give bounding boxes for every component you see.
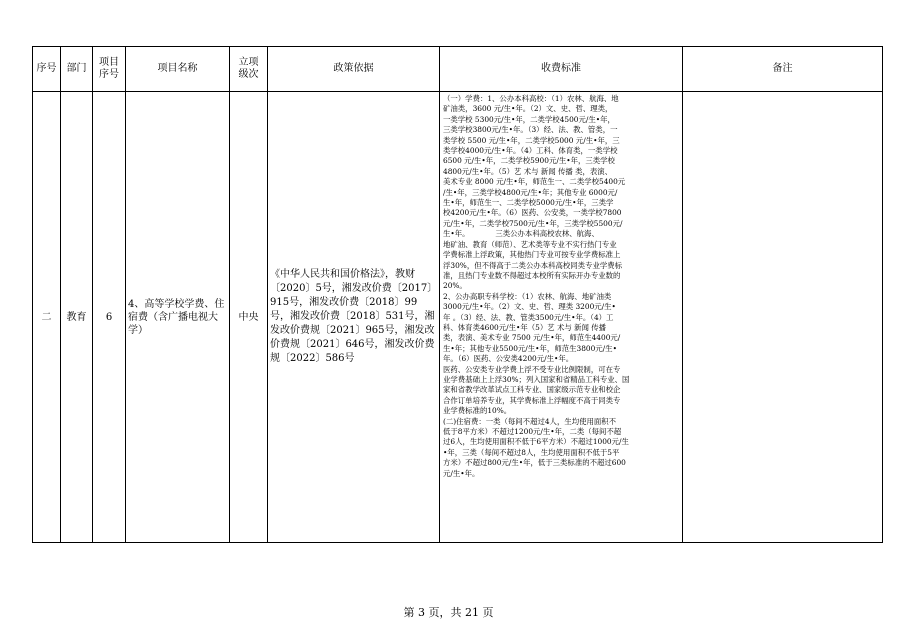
standard-line: 年。（6）医药、公安类4200元/生•年。: [443, 354, 574, 364]
header-remark: 备注: [683, 47, 883, 92]
standard-line: /生•年，三类学校4800元/生•年；其他专业 6000元/: [443, 187, 618, 197]
standard-line: 业学费基础上上浮30%；列入国家和省精品工科专业、国: [443, 374, 630, 384]
standard-line: 方米）不超过800元/生•年，低于三类标准的不超过600: [443, 458, 626, 468]
standard-line: 校4200元/生•年。（6）医药、公安类，一类学校7800: [443, 208, 622, 218]
standard-line: 生•年；其他专业5500元/生•年，师范生3800元/生•: [443, 343, 617, 353]
standard-line: 3000元/生•年。（2）文、史、哲、理类 3200元/生•: [443, 302, 616, 312]
header-level: 立项 级次: [230, 47, 268, 92]
standard-line: 矿油类，3600 元/生•年。（2）文、史、哲、理类，: [443, 104, 613, 114]
cell-remark: [683, 92, 883, 543]
cell-item-name: 4、高等学校学费、住宿费（含广播电视大学）: [126, 92, 230, 543]
standard-line: 过6人，生均使用面积不低于6平方米）不超过1000元/生: [443, 437, 629, 447]
standard-line: 低于8平方米）不超过1200元/生•年，二类（每间不超: [443, 427, 622, 436]
cell-department: 教育: [61, 92, 93, 543]
cell-item-index: 6: [93, 92, 126, 543]
cell-level: 中央: [230, 92, 268, 543]
standard-line: 2、公办高职专科学校：（1）农林、航海、地矿油类: [443, 291, 612, 301]
standard-line: 元/生•年，二类学校7500元/生•年，三类学校5500元/: [443, 218, 623, 228]
header-item-index: 项目 序号: [93, 47, 126, 92]
standard-line: 家和省教学改革试点工科专业、国家级示范专业和校企: [443, 385, 621, 395]
standard-line: 类，表演、美术专业 7500 元/生•年，师范生4400元/: [443, 333, 621, 343]
standard-line: 医药、公安类专业学费上浮不受专业比例限制，可在专: [443, 364, 621, 374]
standard-line: 类学校4000元/生•年。（4）工科、体育类，一类学校: [443, 146, 618, 156]
standard-line: 类学校 5500 元/生•年，二类学校5000 元/生•年，三: [443, 135, 620, 145]
header-row: [33, 47, 883, 92]
standard-line: 美术专业 8000 元/生•年，师范生一、二类学校5400元: [443, 177, 626, 187]
cell-policy: 《中华人民共和国价格法》，教财〔2020〕5号，湘发改价费〔2017〕915号，湘发改价费〔2018〕99号，湘发改价费〔2018〕531号，湘发改价费规〔2021〕965号，湘发改价费规〔2021〕646号，湘发改价费规〔2022〕586号: [268, 92, 440, 543]
standard-line: 科、体育类4600元/生•年（5）艺 术与 新闻 传播: [443, 322, 607, 332]
standard-line: 业学费标准的10%。: [443, 406, 512, 416]
standard-text-block: [443, 94, 680, 479]
header-policy: 政策依据: [268, 47, 440, 92]
fee-standard-table: [32, 46, 883, 543]
standard-line: 元/生•年。: [443, 468, 480, 478]
standard-line: 地矿油、教育（师范）、艺术类等专业不实行热门专业: [443, 239, 617, 249]
standard-line: 合作订单培养专业，其学费标准上浮幅度不高于同类专: [443, 395, 621, 405]
page-footer: 第 3 页，共 21 页: [403, 606, 494, 619]
standard-line: •年，三类（每间不超过8人，生均使用面积不低于5平: [443, 447, 620, 457]
standard-line: 生•年。 三类公办本科高校农林、航海、: [443, 229, 599, 239]
header-department: 部门: [61, 47, 93, 92]
header-index: 序号: [33, 47, 61, 92]
standard-line: 年 。（3）经、法、教、管类3500元/生•年。（4）工: [443, 312, 614, 322]
cell-standard: [440, 92, 683, 543]
cell-index: 二: [33, 92, 61, 543]
standard-line: 6500 元/生•年，二类学校5900元/生•年，三类学校: [443, 156, 615, 166]
standard-line: 20%。: [443, 281, 467, 291]
table-row: [33, 92, 883, 543]
standard-line: 浮30%，但不得高于二类公办本科高校同类专业学费标: [443, 260, 623, 270]
standard-line: (二)住宿费：一类（每间不超过4人，生均使用面积不: [443, 416, 617, 426]
header-item-name: 项目名称: [126, 47, 230, 92]
standard-line: （一）学费：1、公办本科高校：（1）农林、航海、地: [443, 94, 619, 103]
standard-line: 4800元/生•年。（5）艺 术与 新闻 传播 类，表演、: [443, 166, 613, 176]
standard-line: 学费标准上浮政策，其他热门专业可按专业学费标准上: [443, 250, 621, 260]
standard-line: 一类学校 5300元/生•年，二类学校4500元/生•年，: [443, 114, 615, 124]
standard-line: 准，且热门专业数不得超过本校所有实际开办专业数的: [443, 270, 621, 280]
standard-line: 三类学校3800元/生•年。（3）经、法、教、管类，一: [443, 125, 618, 135]
standard-line: 生•年，师范生一、二类学校5000元/生•年，三类学: [443, 198, 614, 208]
header-standard: 收费标准: [440, 47, 683, 92]
